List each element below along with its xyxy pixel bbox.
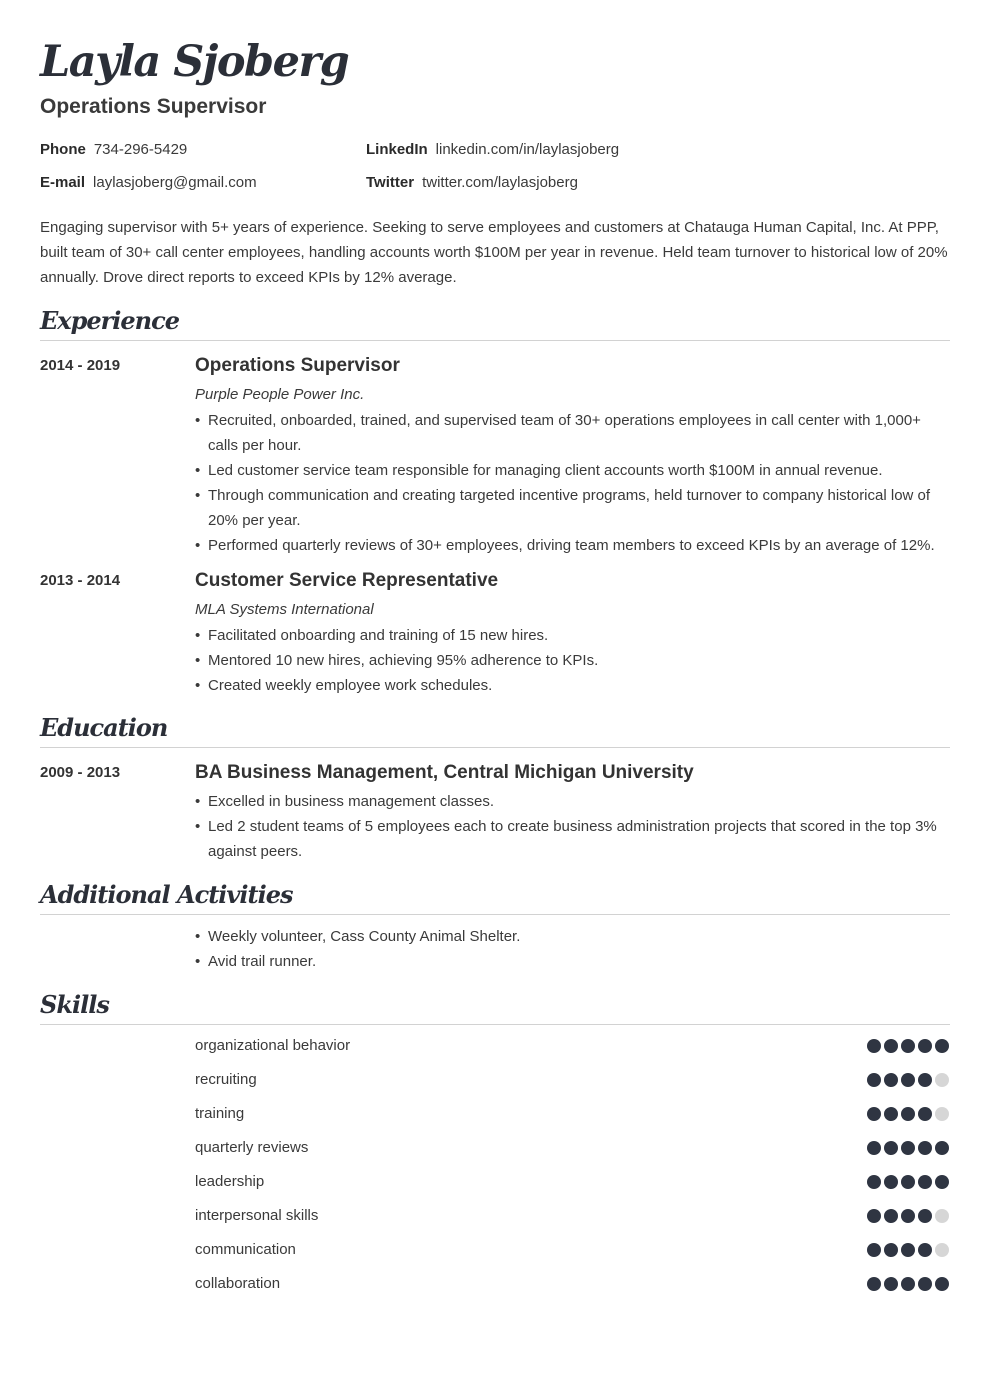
filled-dot-icon: [935, 1039, 949, 1053]
skills-heading: Skills: [40, 990, 109, 1019]
activities-section-header: [40, 874, 950, 915]
entry-bullets: [195, 623, 950, 698]
filled-dot-icon: [884, 1039, 898, 1053]
entry-bullets: [195, 789, 950, 864]
filled-dot-icon: [918, 1175, 932, 1189]
experience-heading: Experience: [40, 306, 180, 335]
experience-section-header: [40, 300, 950, 341]
skill-level-rating: [864, 1107, 949, 1121]
entry-title: BA Business Management, Central Michigan University: [195, 762, 694, 783]
bullet-item: • Mentored 10 new hires, achieving 95% adherence to KPIs.: [195, 648, 950, 673]
skill-row: [195, 1170, 950, 1204]
twitter-link[interactable]: twitter.com/laylasjoberg: [422, 174, 578, 191]
filled-dot-icon: [867, 1209, 881, 1223]
bullet-item: • Excelled in business management classes.: [195, 789, 950, 814]
bullet-item: • Led 2 student teams of 5 employees each to create business administration projects that scored in the top 3% against peers.: [195, 814, 950, 864]
bullet-item: • Facilitated onboarding and training of 15 new hires.: [195, 623, 950, 648]
filled-dot-icon: [867, 1141, 881, 1155]
skill-name: recruiting: [195, 1071, 257, 1088]
bullet-item: • Recruited, onboarded, trained, and supervised team of 30+ operations employees in call center with 1,000+ calls per hour.: [195, 408, 950, 458]
filled-dot-icon: [884, 1277, 898, 1291]
skill-level-rating: [864, 1039, 949, 1053]
filled-dot-icon: [918, 1243, 932, 1257]
contact-phone: [40, 139, 187, 161]
email-label: E-mail: [40, 174, 86, 191]
skill-row: [195, 1272, 950, 1306]
filled-dot-icon: [867, 1175, 881, 1189]
activities-bullets: [195, 924, 950, 974]
skills-section-header: [40, 984, 950, 1025]
filled-dot-icon: [884, 1107, 898, 1121]
filled-dot-icon: [884, 1073, 898, 1087]
activities-heading: Additional Activities: [40, 880, 293, 909]
bullet-item: • Created weekly employee work schedules.: [195, 673, 950, 698]
filled-dot-icon: [918, 1039, 932, 1053]
skill-level-rating: [864, 1209, 949, 1223]
summary-text: Engaging supervisor with 5+ years of experience. Seeking to serve employees and customers at Chatauga Human Capital, Inc. At PPP, built team of 30+ call center employees, handling accounts worth $100M per year in revenue. Held team turnover to historical low of 20% annually. Drove direct reports to exceed KPIs by 12% average.: [40, 219, 948, 286]
filled-dot-icon: [867, 1039, 881, 1053]
entry-dates: 2014 - 2019: [40, 357, 121, 374]
entry-company: Purple People Power Inc.: [195, 386, 365, 403]
linkedin-label: LinkedIn: [366, 141, 428, 158]
phone-label: Phone: [40, 141, 86, 158]
contact-twitter: [366, 172, 578, 194]
filled-dot-icon: [884, 1175, 898, 1189]
skill-row: [195, 1238, 950, 1272]
filled-dot-icon: [867, 1243, 881, 1257]
filled-dot-icon: [901, 1107, 915, 1121]
entry-body: [195, 762, 950, 864]
skill-level-rating: [864, 1073, 949, 1087]
filled-dot-icon: [884, 1209, 898, 1223]
filled-dot-icon: [935, 1141, 949, 1155]
skills-list: [195, 1034, 950, 1306]
skill-row: [195, 1204, 950, 1238]
candidate-name: Layla Sjoberg: [40, 37, 349, 87]
filled-dot-icon: [935, 1175, 949, 1189]
entry-body: [195, 570, 950, 698]
filled-dot-icon: [867, 1073, 881, 1087]
entry-dates: 2009 - 2013: [40, 764, 121, 781]
filled-dot-icon: [918, 1141, 932, 1155]
empty-dot-icon: [935, 1073, 949, 1087]
empty-dot-icon: [935, 1209, 949, 1223]
filled-dot-icon: [901, 1209, 915, 1223]
entry-title: Customer Service Representative: [195, 570, 499, 591]
entry-dates: 2013 - 2014: [40, 572, 121, 589]
phone-value: 734-296-5429: [93, 141, 188, 158]
filled-dot-icon: [901, 1175, 915, 1189]
skill-level-rating: [864, 1141, 949, 1155]
entry-company: MLA Systems International: [195, 601, 374, 618]
bullet-item: • Weekly volunteer, Cass County Animal Shelter.: [195, 924, 950, 949]
filled-dot-icon: [918, 1209, 932, 1223]
contact-email: [40, 172, 257, 194]
filled-dot-icon: [935, 1277, 949, 1291]
skill-row: [195, 1034, 950, 1068]
entry-body: [195, 924, 950, 974]
entry-title: Operations Supervisor: [195, 355, 400, 376]
empty-dot-icon: [935, 1243, 949, 1257]
education-heading: Education: [40, 713, 168, 742]
skill-level-rating: [864, 1243, 949, 1257]
twitter-label: Twitter: [366, 174, 415, 191]
filled-dot-icon: [901, 1039, 915, 1053]
bullet-item: • Performed quarterly reviews of 30+ employees, driving team members to exceed KPIs by an average of 12%.: [195, 533, 950, 558]
filled-dot-icon: [901, 1277, 915, 1291]
skill-name: leadership: [195, 1173, 265, 1190]
bullet-item: • Through communication and creating targeted incentive programs, held turnover to company historical low of 20% per year.: [195, 483, 950, 533]
filled-dot-icon: [884, 1141, 898, 1155]
email-value[interactable]: laylasjoberg@gmail.com: [93, 174, 257, 191]
filled-dot-icon: [884, 1243, 898, 1257]
linkedin-link[interactable]: linkedin.com/in/laylasjoberg: [435, 141, 620, 158]
entry-body: [195, 355, 950, 558]
job-title: Operations Supervisor: [40, 95, 267, 118]
filled-dot-icon: [918, 1107, 932, 1121]
skill-name: communication: [195, 1241, 296, 1258]
filled-dot-icon: [867, 1277, 881, 1291]
filled-dot-icon: [901, 1141, 915, 1155]
filled-dot-icon: [867, 1107, 881, 1121]
entry-bullets: [195, 408, 950, 558]
skill-name: training: [195, 1105, 245, 1122]
filled-dot-icon: [918, 1277, 932, 1291]
skill-name: quarterly reviews: [195, 1139, 309, 1156]
skill-name: organizational behavior: [195, 1037, 351, 1054]
skill-row: [195, 1102, 950, 1136]
skill-name: interpersonal skills: [195, 1207, 319, 1224]
skill-row: [195, 1068, 950, 1102]
skill-name: collaboration: [195, 1275, 281, 1292]
education-section-header: [40, 707, 950, 748]
contact-linkedin: [366, 139, 619, 161]
bullet-item: • Avid trail runner.: [195, 949, 950, 974]
empty-dot-icon: [935, 1107, 949, 1121]
bullet-item: • Led customer service team responsible for managing client accounts worth $100M in annual revenue.: [195, 458, 950, 483]
skill-level-rating: [864, 1175, 949, 1189]
filled-dot-icon: [918, 1073, 932, 1087]
filled-dot-icon: [901, 1243, 915, 1257]
filled-dot-icon: [901, 1073, 915, 1087]
skill-row: [195, 1136, 950, 1170]
skill-level-rating: [864, 1277, 949, 1291]
